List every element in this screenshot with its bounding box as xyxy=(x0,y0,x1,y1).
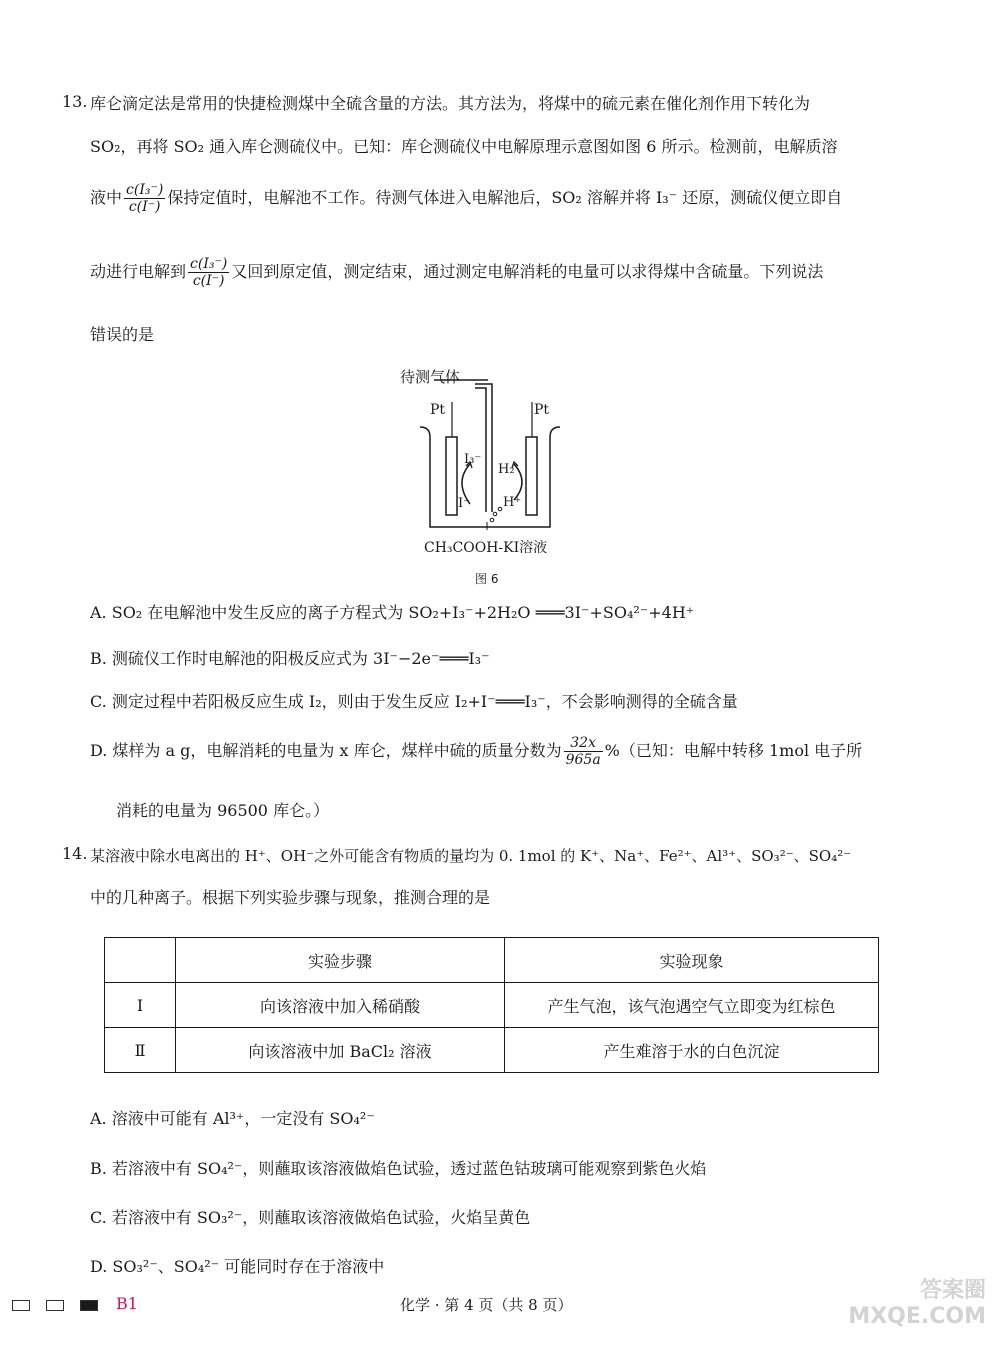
bubble xyxy=(490,518,494,522)
q14-option-a: A. 溶液中可能有 Al³⁺，一定没有 SO₄²⁻ xyxy=(90,1109,375,1128)
left-bottom-ion-label: I⁻ xyxy=(458,496,470,511)
table-row xyxy=(105,1028,879,1073)
mass-fraction-numerator: 32x xyxy=(564,735,603,752)
ratio-numerator: c(I₃⁻) xyxy=(126,182,164,198)
table-header-cell xyxy=(105,938,176,983)
footer-page-info: 化学 · 第 4 页（共 8 页） xyxy=(400,1296,573,1314)
ratio-fraction xyxy=(124,182,165,215)
table-row xyxy=(105,983,879,1028)
q13-option-d xyxy=(90,735,862,768)
left-pt-electrode xyxy=(446,437,457,515)
bubble xyxy=(493,512,497,516)
q13-line-5: 错误的是 xyxy=(90,325,155,344)
q13-option-d-pre: D. 煤样为 a g，电解消耗的电量为 x 库仑，煤样中硫的质量分数为 xyxy=(90,741,562,760)
table-cell: 产生难溶于水的白色沉淀 xyxy=(505,1028,879,1073)
solution-label: CH₃COOH-KI溶液 xyxy=(424,540,548,556)
q13-option-a: A. SO₂ 在电解池中发生反应的离子方程式为 SO₂+I₃⁻+2H₂O ═══3I⁻+SO₄²⁻+4H⁺ xyxy=(90,603,695,622)
bubble xyxy=(498,507,502,511)
q13-option-d-line-2: 消耗的电量为 96500 库仑。） xyxy=(116,801,330,820)
ratio-denominator: c(I⁻) xyxy=(128,199,161,215)
right-bottom-ion-label: H⁺ xyxy=(503,495,522,510)
watermark-logo xyxy=(836,1278,986,1330)
q13-line-1: 库仑滴定法是常用的快捷检测煤中全硫含量的方法。其方法为，将煤中的硫元素在催化剂作用下转化为 xyxy=(90,94,811,113)
q13-line-4-post: 又回到原定值，测定结束，通过测定电解消耗的电量可以求得煤中含硫量。下列说法 xyxy=(231,262,824,281)
q14-option-c: C. 若溶液中有 SO₃²⁻，则蘸取该溶液做焰色试验，火焰呈黄色 xyxy=(90,1208,531,1227)
q13-option-d-post: %（已知：电解中转移 1mol 电子所 xyxy=(604,741,863,760)
right-pt-electrode xyxy=(526,437,537,515)
footer-code: B1 xyxy=(116,1294,138,1313)
q14-line-1: 某溶液中除水电离出的 H⁺、OH⁻之外可能含有物质的量均为 0. 1mol 的 K⁺、Na⁺、Fe²⁺、Al³⁺、SO₃²⁻、SO₄²⁻ xyxy=(90,847,852,865)
gas-label: 待测气体 xyxy=(400,368,461,386)
footer-marker-empty xyxy=(12,1300,30,1311)
left-top-ion-label: I₃⁻ xyxy=(464,452,482,467)
q14-option-d: D. SO₃²⁻、SO₄²⁻ 可能同时存在于溶液中 xyxy=(90,1257,385,1276)
ratio-fraction-2 xyxy=(188,256,229,289)
gas-inlet-tube xyxy=(475,384,492,512)
right-top-species-label: H₂ xyxy=(498,462,515,477)
question-13-number: 13. xyxy=(62,92,88,111)
figure-caption: 图 6 xyxy=(475,572,499,586)
table-cell: 向该溶液中加入稀硝酸 xyxy=(176,983,505,1028)
beaker xyxy=(420,427,560,527)
experiment-table xyxy=(104,937,879,1073)
watermark-text: 答案圈 MXQE.COM xyxy=(848,1278,986,1329)
q14-line-2: 中的几种离子。根据下列实验步骤与现象，推测合理的是 xyxy=(90,888,491,907)
q13-line-2: SO₂，再将 SO₂ 通入库仑测硫仪中。已知：库仑测硫仪中电解原理示意图如图 6 所示。检测前，电解质溶 xyxy=(90,137,838,156)
table-header-row xyxy=(105,938,879,983)
ratio-denominator-2: c(I⁻) xyxy=(192,273,225,289)
mass-fraction xyxy=(564,735,603,768)
left-electrode-label: Pt xyxy=(430,402,446,418)
question-14-number: 14. xyxy=(62,844,88,863)
table-header-cell: 实验步骤 xyxy=(176,938,505,983)
table-cell: Ⅱ xyxy=(105,1028,176,1073)
table-header-cell: 实验现象 xyxy=(505,938,879,983)
table-cell: 向该溶液中加 BaCl₂ 溶液 xyxy=(176,1028,505,1073)
footer-marker-filled xyxy=(80,1300,98,1311)
right-electrode-label: Pt xyxy=(534,402,550,418)
q13-line-3-post: 保持定值时，电解池不工作。待测气体进入电解池后，SO₂ 溶解并将 I₃⁻ 还原，测硫仪便立即自 xyxy=(167,188,843,207)
q13-option-c: C. 测定过程中若阳极反应生成 I₂，则由于发生反应 I₂+I⁻═══I₃⁻，不会影响测得的全硫含量 xyxy=(90,692,738,711)
q13-line-4-pre: 动进行电解到 xyxy=(90,262,187,281)
table-cell: Ⅰ xyxy=(105,983,176,1028)
ratio-numerator-2: c(I₃⁻) xyxy=(190,256,228,272)
table-cell: 产生气泡，该气泡遇空气立即变为红棕色 xyxy=(505,983,879,1028)
q13-line-3 xyxy=(90,182,842,215)
mass-fraction-denominator: 965a xyxy=(565,752,601,768)
q13-option-b: B. 测硫仪工作时电解池的阳极反应式为 3I⁻−2e⁻═══I₃⁻ xyxy=(90,649,490,668)
q13-line-3-pre: 液中 xyxy=(90,188,123,207)
q14-option-b: B. 若溶液中有 SO₄²⁻，则蘸取该溶液做焰色试验，透过蓝色钴玻璃可能观察到紫色火焰 xyxy=(90,1159,707,1178)
q13-line-4 xyxy=(90,256,823,289)
footer-marker-empty xyxy=(46,1300,64,1311)
